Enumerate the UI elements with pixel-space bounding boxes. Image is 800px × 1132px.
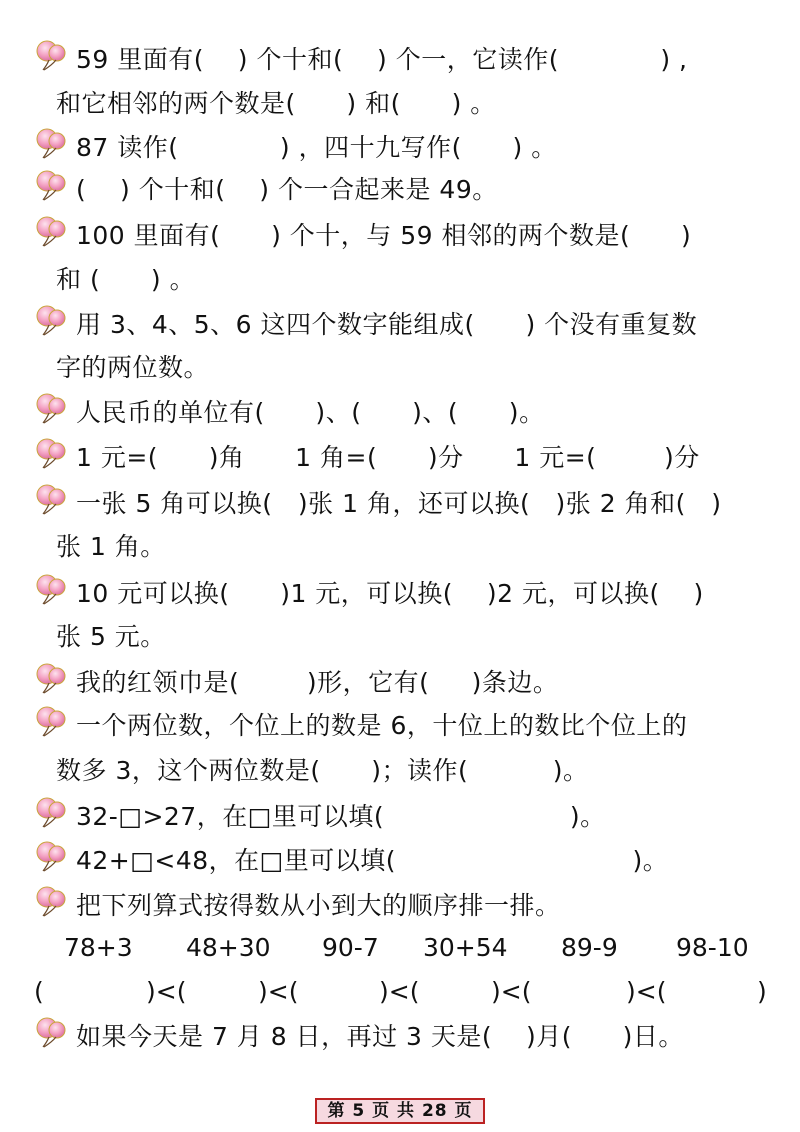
- expression-5: 89-9: [561, 933, 618, 962]
- balloon-bullet-icon: [35, 886, 71, 918]
- balloon-bullet-icon: [35, 438, 71, 470]
- order-part-5: )<(: [491, 977, 532, 1006]
- order-part-2: )<(: [146, 977, 187, 1006]
- expression-2: 48+30: [186, 933, 271, 962]
- question-10-line-1: 我的红领巾是( )形，它有( )条边。: [76, 668, 559, 697]
- question-13-line-1: 42+□<48，在□里可以填( )。: [76, 846, 669, 875]
- balloon-bullet-icon: [35, 574, 71, 606]
- question-12-line-1: 32-□>27，在□里可以填( )。: [76, 802, 606, 831]
- balloon-bullet-icon: [35, 706, 71, 738]
- question-11-line-2: 数多 3，这个两位数是( )；读作( )。: [56, 756, 589, 785]
- question-8-line-1: 一张 5 角可以换( )张 1 角，还可以换( )张 2 角和( ): [76, 489, 722, 518]
- balloon-bullet-icon: [35, 393, 71, 425]
- question-14-line-1: 把下列算式按得数从小到大的顺序排一排。: [76, 891, 561, 920]
- question-8-line-2: 张 1 角。: [56, 532, 166, 561]
- order-part-1: (: [34, 977, 44, 1006]
- balloon-bullet-icon: [35, 128, 71, 160]
- order-part-3: )<(: [258, 977, 299, 1006]
- balloon-bullet-icon: [35, 663, 71, 695]
- balloon-bullet-icon: [35, 841, 71, 873]
- question-9-line-2: 张 5 元。: [56, 622, 166, 651]
- question-4-line-2: 和 ( ) 。: [56, 265, 196, 294]
- question-15-line-1: 如果今天是 7 月 8 日，再过 3 天是( )月( )日。: [76, 1022, 684, 1051]
- question-1-line-2: 和它相邻的两个数是( ) 和( ) 。: [56, 89, 496, 118]
- balloon-bullet-icon: [35, 484, 71, 516]
- question-5-line-2: 字的两位数。: [56, 353, 210, 382]
- question-11-line-1: 一个两位数，个位上的数是 6，十位上的数比个位上的: [76, 711, 688, 740]
- balloon-bullet-icon: [35, 1017, 71, 1049]
- balloon-bullet-icon: [35, 305, 71, 337]
- question-3-line-1: ( ) 个十和( ) 个一合起来是 49。: [76, 175, 498, 204]
- balloon-bullet-icon: [35, 40, 71, 72]
- question-7-line-1: 1 元=( )角 1 角=( )分 1 元=( )分: [76, 443, 700, 472]
- order-part-7: ): [757, 977, 767, 1006]
- question-9-line-1: 10 元可以换( )1 元，可以换( )2 元，可以换( ): [76, 579, 704, 608]
- page-number-footer: 第 5 页 共 28 页: [315, 1098, 485, 1124]
- expression-1: 78+3: [64, 933, 133, 962]
- order-part-4: )<(: [379, 977, 420, 1006]
- expression-4: 30+54: [423, 933, 508, 962]
- question-6-line-1: 人民币的单位有( )、( )、( )。: [76, 398, 545, 427]
- balloon-bullet-icon: [35, 170, 71, 202]
- balloon-bullet-icon: [35, 797, 71, 829]
- question-5-line-1: 用 3、4、5、6 这四个数字能组成( ) 个没有重复数: [76, 310, 698, 339]
- question-4-line-1: 100 里面有( ) 个十，与 59 相邻的两个数是( ): [76, 221, 692, 250]
- expression-3: 90-7: [322, 933, 379, 962]
- question-2-line-1: 87 读作( ) ，四十九写作( ) 。: [76, 133, 557, 162]
- expression-6: 98-10: [676, 933, 749, 962]
- balloon-bullet-icon: [35, 216, 71, 248]
- question-1-line-1: 59 里面有( ) 个十和( ) 个一，它读作( ) ,: [76, 45, 688, 74]
- order-part-6: )<(: [626, 977, 667, 1006]
